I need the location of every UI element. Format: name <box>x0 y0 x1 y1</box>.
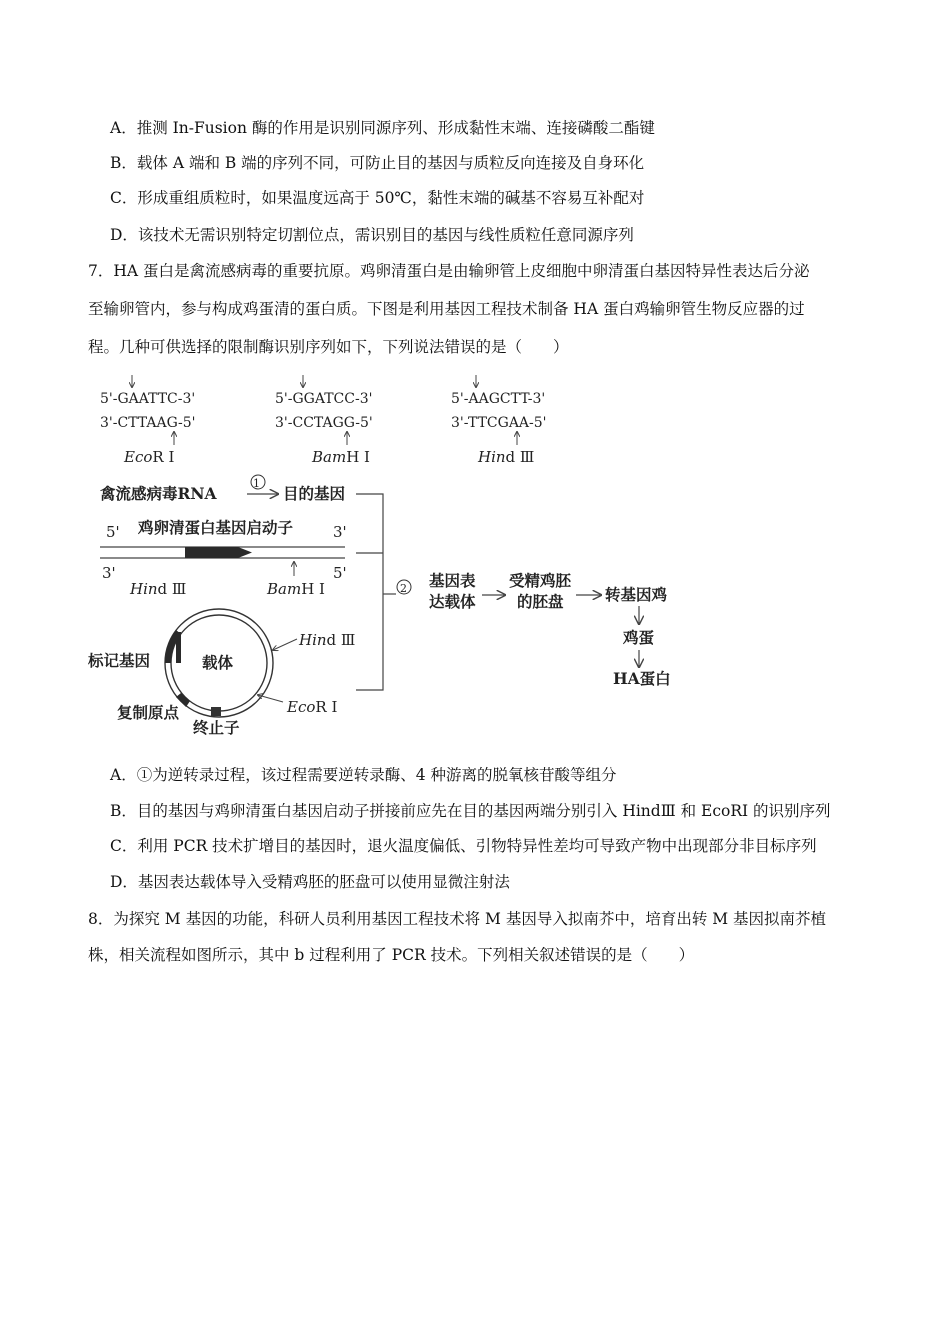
q7-option-d: D．基因表达载体导入受精鸡胚的胚盘可以使用显微注射法 <box>110 873 510 891</box>
promoter-bamhi-label: BamH Ⅰ <box>267 580 325 598</box>
origin-label: 复制原点 <box>117 703 180 722</box>
promoter-hindiii-label: Hind Ⅲ <box>130 580 187 598</box>
q7-option-a: A．①为逆转录过程，该过程需要逆转录酶、4 种游离的脱氧核苷酸等组分 <box>110 766 617 784</box>
ecori-top-strand: 5'-GAATTC-3' <box>100 391 196 407</box>
promoter-label: 鸡卵清蛋白基因启动子 <box>138 518 294 537</box>
bamhi-bottom-strand: 3'-CCTAGG-5' <box>275 415 373 431</box>
vector-ecori-label: EcoR Ⅰ <box>287 698 338 716</box>
q8-stem-line-1: 8．为探究 M 基因的功能，科研人员利用基因工程技术将 M 基因导入拟南芥中，培育出转 M 基因拟南芥植 <box>88 910 827 928</box>
ecori-bottom-strand: 3'-CTTAAG-5' <box>100 415 196 431</box>
end-5-left: 5' <box>106 523 120 541</box>
plasmid-vector <box>165 609 273 717</box>
step-1-marker: 1 <box>253 477 260 490</box>
terminator-block <box>211 707 221 716</box>
q8-stem-line-2: 株，相关流程如图所示，其中 b 过程利用了 PCR 技术。下列相关叙述错误的是（ ） <box>88 946 695 964</box>
promoter-arrow-block <box>185 547 252 558</box>
ha-protein-label: HA蛋白 <box>613 669 671 688</box>
end-3-right: 3' <box>333 523 347 541</box>
hindiii-top-strand: 5'-AAGCTT-3' <box>451 391 546 407</box>
bamhi-label: BamH Ⅰ <box>312 448 370 466</box>
hindiii-bottom-strand: 3'-TTCGAA-5' <box>451 415 547 431</box>
ecori-label: EcoR Ⅰ <box>124 448 175 466</box>
enzyme-hindiii <box>451 375 547 466</box>
vector-label: 载体 <box>202 653 234 672</box>
q7-stem-line-2: 至输卵管内，参与构成鸡蛋清的蛋白质。下图是利用基因工程技术制备 HA 蛋白鸡输卵管生物反应器的过 <box>88 300 805 318</box>
target-gene-label: 目的基因 <box>283 484 346 503</box>
combine-bracket <box>356 494 383 690</box>
q7-option-b: B．目的基因与鸡卵清蛋白基因启动子拼接前应先在目的基因两端分别引入 HindⅢ 和 EcoRI 的识别序列 <box>110 802 831 820</box>
expr-vector-line-2: 达载体 <box>429 592 476 611</box>
q6-option-a: A．推测 In-Fusion 酶的作用是识别同源序列、形成黏性末端、连接磷酸二酯键 <box>110 119 655 137</box>
q7-stem-line-1: 7．HA 蛋白是禽流感病毒的重要抗原。鸡卵清蛋白是由输卵管上皮细胞中卵清蛋白基因特异性表达后分泌 <box>88 262 810 280</box>
q7-stem-line-3: 程。几种可供选择的限制酶识别序列如下，下列说法错误的是（ ） <box>88 338 569 356</box>
q6-option-b: B．载体 A 端和 B 端的序列不同，可防止目的基因与质粒反向连接及自身环化 <box>110 154 645 172</box>
end-3-left: 3' <box>102 564 116 582</box>
bamhi-top-strand: 5'-GGATCC-3' <box>275 391 373 407</box>
end-5-right: 5' <box>333 564 347 582</box>
transgenic-chicken-label: 转基因鸡 <box>605 585 668 604</box>
virus-rna-label: 禽流感病毒RNA <box>100 484 217 503</box>
step-2-marker: 2 <box>400 582 407 595</box>
egg-label: 鸡蛋 <box>623 628 655 647</box>
expr-vector-line-1: 基因表 <box>429 571 476 590</box>
marker-gene-label: 标记基因 <box>88 651 151 670</box>
enzyme-bamhi <box>275 375 373 466</box>
q6-option-c: C．形成重组质粒时，如果温度远高于 50℃，黏性末端的碱基不容易互补配对 <box>110 189 645 207</box>
enzyme-ecori <box>100 375 196 466</box>
embryo-line-2: 的胚盘 <box>517 592 564 611</box>
terminator-label: 终止子 <box>193 718 240 737</box>
q7-option-c: C．利用 PCR 技术扩增目的基因时，退火温度偏低、引物特异性差均可导致产物中出现部分非目标序列 <box>110 837 817 855</box>
embryo-line-1: 受精鸡胚 <box>509 571 572 590</box>
vector-hindiii-label: Hind Ⅲ <box>299 631 356 649</box>
hindiii-label: Hind Ⅲ <box>478 448 535 466</box>
q6-option-d: D．该技术无需识别特定切割位点，需识别目的基因与线性质粒任意同源序列 <box>110 226 634 244</box>
